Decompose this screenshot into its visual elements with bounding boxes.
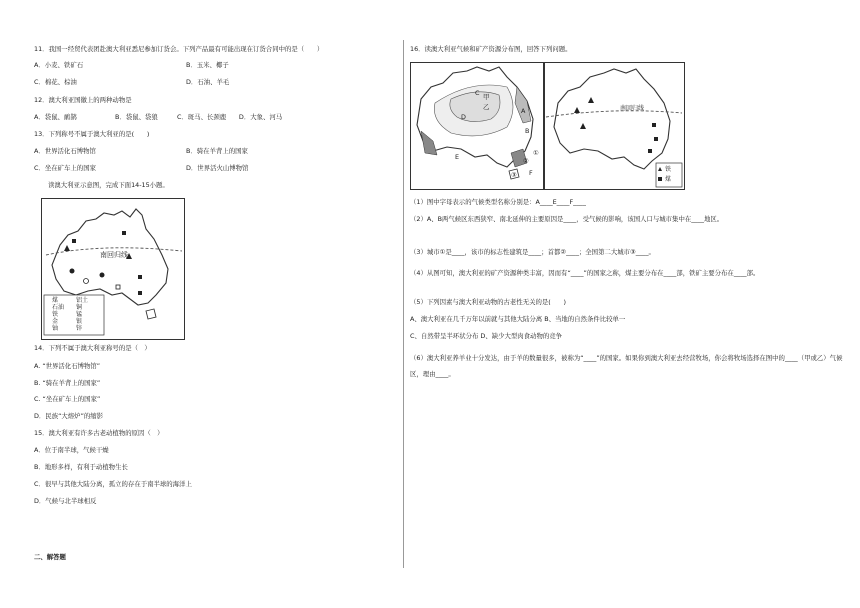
symbol-marker xyxy=(648,149,652,153)
q16-part5: （5）下列因素与澳大利亚动物的古老性无关的是( ) xyxy=(410,298,567,306)
q16-part6: （6）澳大利亚养羊业十分发达，由于羊的数量很多，被称为“____”的国家。如果你到澳大利亚去经营牧场，你会将牧场选择在图中的____（甲或乙）气候区，理由____。 xyxy=(410,354,843,378)
symbol-marker xyxy=(72,239,76,243)
legend-coal: 煤 xyxy=(52,297,59,304)
legend-iron: 铁 xyxy=(665,166,672,173)
q13-option-d[interactable]: D．世界活火山博物馆 xyxy=(186,164,249,172)
q13-stem: 13．下列称号不属于澳大利亚的是( ) xyxy=(34,130,150,138)
tropic-label: 南回归线 xyxy=(620,105,645,112)
section-heading: 二、解答题 xyxy=(34,553,66,561)
tasmania xyxy=(146,309,156,319)
q16-part2: （2）A、B两气候区东西狭窄、南北延伸的主要原因是____，受气候的影响，该国人口与城市集中在____地区。 xyxy=(410,215,724,223)
q16-part1: （1）图中字母表示的气候类型名称分别是：A____E____F____ xyxy=(410,198,586,206)
q11-option-d[interactable]: D．石油、羊毛 xyxy=(186,78,230,86)
australia-resource-map xyxy=(41,198,185,340)
q12-options[interactable]: A．袋鼠、鸸鹋 B．袋鼠、袋狼 C．斑马、长颈鹿 D．大象、河马 xyxy=(34,113,283,121)
q16-part4: （4）从图可知，澳大利亚的矿产资源种类丰富，因而有“____”的国家之称，煤主要分布在____部，铁矿主要分布在____部。 xyxy=(410,269,760,277)
q15-option-b[interactable]: B．地形多样，有利于动植物生长 xyxy=(34,463,128,471)
label-a: A xyxy=(521,107,526,115)
q14-stem: 14．下列不属于澳大利亚称号的是（ ） xyxy=(34,344,151,352)
symbol-marker xyxy=(654,137,658,141)
q15-stem: 15．澳大利亚有许多古老动植物的原因（ ） xyxy=(34,429,164,437)
legend-coal: 煤 xyxy=(665,176,672,183)
q14-option-d[interactable]: D．民族“大熔炉”的缩影 xyxy=(34,412,104,420)
tropic-label: 南回归线 xyxy=(100,251,128,259)
australia-outline xyxy=(554,69,670,169)
map-intro: 读澳大利亚示意图，完成下面14-15小题。 xyxy=(48,181,169,189)
label-f: F xyxy=(529,169,533,177)
q13-option-a[interactable]: A．世界活化石博物馆 xyxy=(34,147,96,155)
symbol-marker xyxy=(70,269,75,274)
legend-zinc: 锌 xyxy=(76,325,83,332)
q11-option-b[interactable]: B．玉米、椰子 xyxy=(186,61,229,69)
legend-copper: 铜 xyxy=(76,304,83,311)
label-c: C xyxy=(475,89,480,97)
symbol-marker xyxy=(652,123,656,127)
q13-option-b[interactable]: B．骑在羊背上的国家 xyxy=(186,147,248,155)
q11-stem: 11．我国一经贸代表团赴澳大利亚悉尼参加订货会。下列产品最有可能出现在订货合同中的是（ ） xyxy=(34,45,324,53)
legend-silver: 银 xyxy=(76,318,83,325)
label-e: E xyxy=(455,153,460,161)
q16-stem: 16．读澳大利亚气候和矿产资源分布图，回答下列问题。 xyxy=(410,45,572,53)
q14-option-a[interactable]: A. “世界活化石博物馆” xyxy=(34,362,101,370)
q14-option-b[interactable]: B. “骑在羊背上的国家” xyxy=(34,379,101,387)
symbol-marker xyxy=(116,285,120,289)
label-city-2: ② xyxy=(523,157,529,165)
q11-option-a[interactable]: A．小麦、铁矿石 xyxy=(34,61,84,69)
q15-option-a[interactable]: A．位于南半球，气候干燥 xyxy=(34,446,109,454)
q11-option-c[interactable]: C．棉花、棕油 xyxy=(34,78,77,86)
q14-option-c[interactable]: C. “坐在矿车上的国家” xyxy=(34,395,101,403)
q12-stem: 12．澳大利亚国徽上的两种动物是 xyxy=(34,96,132,104)
symbol-marker xyxy=(138,291,142,295)
legend-manganese: 锰 xyxy=(76,311,83,318)
legend-bauxite: 铝土 xyxy=(76,297,89,304)
label-yi: 乙 xyxy=(483,103,490,111)
symbol-marker xyxy=(122,231,126,235)
q16-part5-cd[interactable]: C、自然带呈半环状分布 D、缺少大型肉食动物的竞争 xyxy=(410,332,563,340)
label-b: B xyxy=(525,127,530,135)
climate-map xyxy=(410,62,545,190)
q16-part3: （3）城市①是____，该市的标志性建筑是____；首都②____；全国第二大城市③____。 xyxy=(410,248,655,256)
legend-iron: 铁 xyxy=(52,311,59,318)
label-city-1: ① xyxy=(533,149,539,157)
label-city-3: ③ xyxy=(511,171,517,179)
q16-part5-ab[interactable]: A、澳大利亚在几千万年以前就与其他大陆分离 B、当地的自然条件比较单一 xyxy=(410,315,626,323)
legend-uranium: 铀 xyxy=(52,325,59,332)
column-divider xyxy=(403,40,404,568)
legend-oil: 石油 xyxy=(52,304,65,311)
symbol-marker xyxy=(84,279,89,284)
q13-option-c[interactable]: C．坐在矿车上的国家 xyxy=(34,164,96,172)
label-jia: 甲 xyxy=(483,93,490,101)
legend-gold: 金 xyxy=(52,318,59,325)
label-d: D xyxy=(461,113,466,121)
legend-coal-symbol xyxy=(658,177,662,181)
q15-option-c[interactable]: C．很早与其他大陆分离，孤立的存在于南半球的海洋上 xyxy=(34,480,192,488)
q15-option-d[interactable]: D．气候与北半球相反 xyxy=(34,497,97,505)
symbol-marker xyxy=(100,273,105,278)
mineral-map xyxy=(543,62,685,190)
symbol-marker xyxy=(138,275,142,279)
